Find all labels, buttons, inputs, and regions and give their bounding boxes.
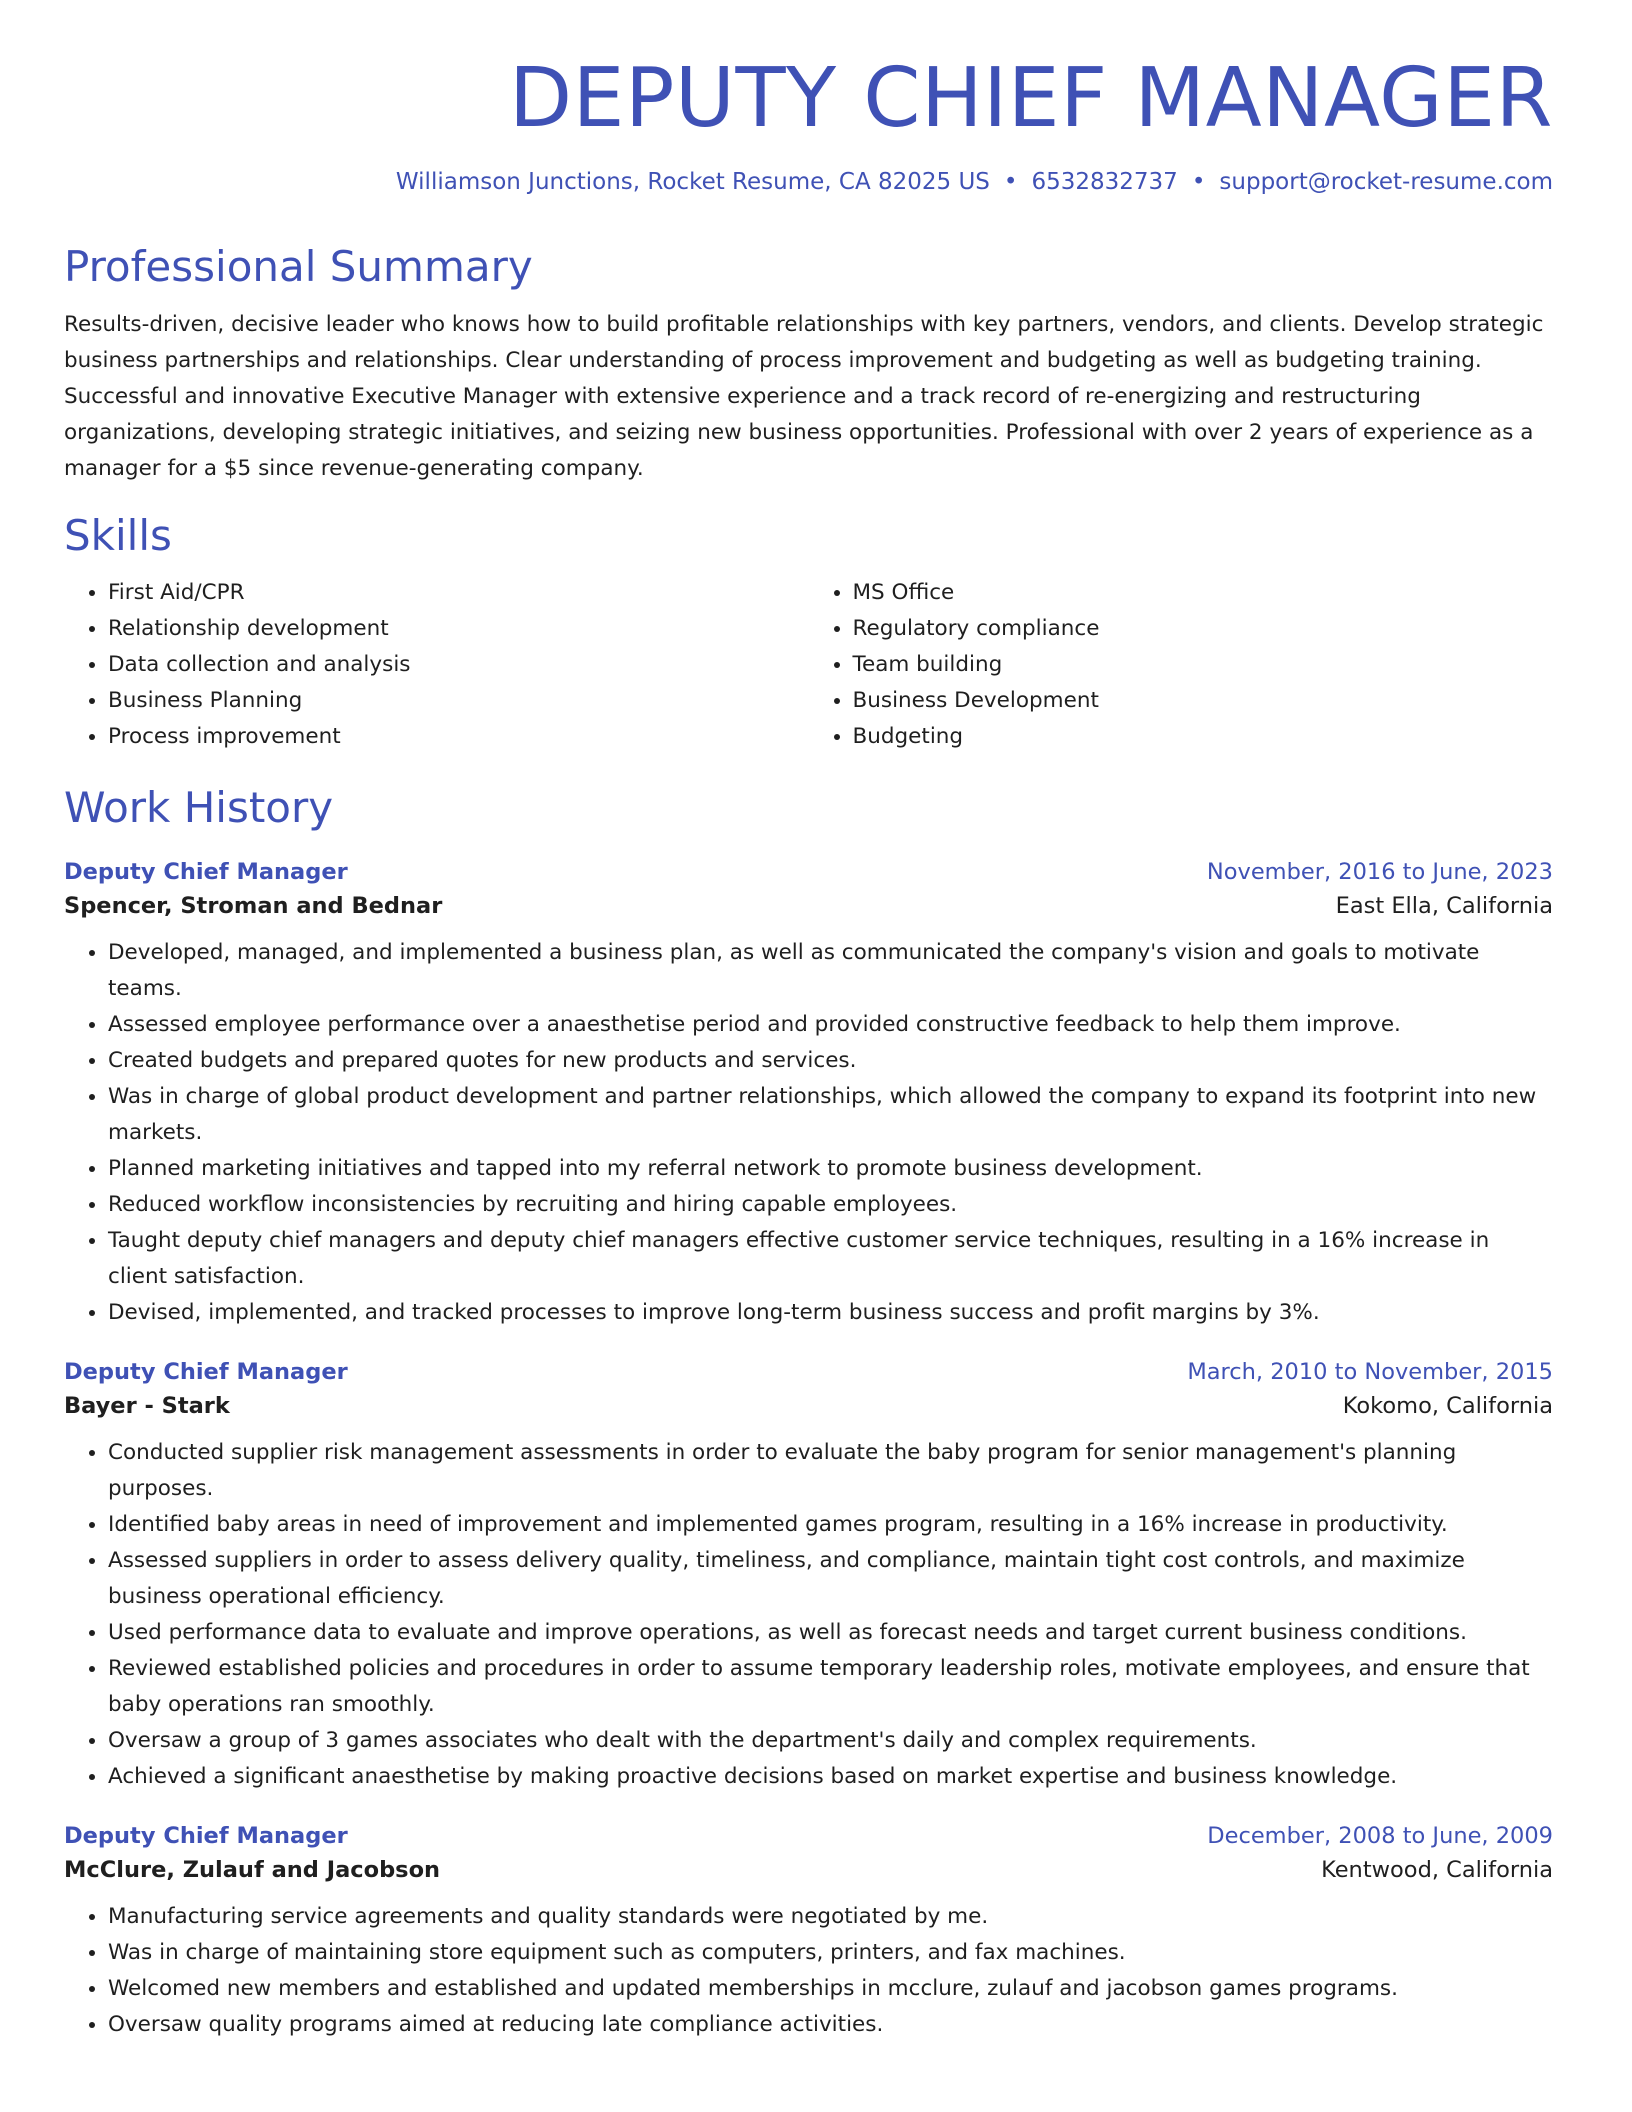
job-company-row: [64, 893, 1553, 919]
skill-item: • Process improvement: [108, 719, 809, 755]
resume-header: [64, 52, 1553, 198]
skill-item: • Data collection and analysis: [108, 647, 809, 683]
job-bullet-list: [64, 935, 1553, 1331]
contact-separator: •: [1003, 169, 1018, 196]
list-item: • Used performance data to evaluate and improve operations, as well as forecast needs and target current business conditions.: [108, 1615, 1553, 1651]
skill-item: • Relationship development: [108, 611, 809, 647]
job-entry: [64, 1359, 1553, 1795]
list-item: • Manufacturing service agreements and quality standards were negotiated by me.: [108, 1899, 1553, 1935]
job-dates: November, 2016 to June, 2023: [1206, 859, 1553, 886]
professional-summary-section: [64, 242, 1553, 486]
skill-item: • Budgeting: [853, 719, 1554, 755]
list-item: • Oversaw quality programs aimed at reducing late compliance activities.: [108, 2007, 1553, 2043]
job-title: Deputy Chief Manager: [64, 859, 348, 886]
skill-item: • Team building: [853, 647, 1554, 683]
job-dates: December, 2008 to June, 2009: [1207, 1823, 1553, 1850]
list-item: • Created budgets and prepared quotes for new products and services.: [108, 1043, 1553, 1079]
list-item: • Was in charge of global product development and partner relationships, which allowed the company to expand its footprint into new markets.: [108, 1079, 1553, 1151]
skills-list-left: [64, 575, 809, 755]
skill-item: • Regulatory compliance: [853, 611, 1554, 647]
skill-item: • First Aid/CPR: [108, 575, 809, 611]
skill-item: • MS Office: [853, 575, 1554, 611]
email-text: support@rocket-resume.com: [1219, 169, 1553, 196]
skills-list-right: [809, 575, 1554, 755]
section-title-summary: Professional Summary: [64, 242, 533, 292]
job-header-row: [64, 1359, 1553, 1385]
phone-text: 6532832737: [1031, 169, 1178, 196]
job-location: Kokomo, California: [1342, 1393, 1553, 1420]
section-title-skills: Skills: [64, 510, 172, 560]
list-item: • Planned marketing initiatives and tapped into my referral network to promote business development.: [108, 1151, 1553, 1187]
job-entry: [64, 1823, 1553, 2043]
list-item: • Was in charge of maintaining store equipment such as computers, printers, and fax machines.: [108, 1935, 1553, 1971]
list-item: • Oversaw a group of 3 games associates who dealt with the department's daily and complex requirements.: [108, 1723, 1553, 1759]
skills-grid: [64, 575, 1553, 755]
list-item: • Identified baby areas in need of improvement and implemented games program, resulting in a 16% increase in productivity.: [108, 1507, 1553, 1543]
address-text: Williamson Junctions, Rocket Resume, CA 82025 US: [395, 169, 990, 196]
list-item: • Reviewed established policies and procedures in order to assume temporary leadership roles, motivate employees, and ensure that baby operations ran smoothly.: [108, 1651, 1553, 1723]
skill-item: • Business Development: [853, 683, 1554, 719]
job-location: Kentwood, California: [1321, 1857, 1553, 1884]
list-item: • Reduced workflow inconsistencies by recruiting and hiring capable employees.: [108, 1187, 1553, 1223]
resume-name: DEPUTY CHIEF MANAGER: [509, 51, 1553, 146]
work-history-section: [64, 783, 1553, 2043]
list-item: • Devised, implemented, and tracked processes to improve long-term business success and profit margins by 3%.: [108, 1295, 1553, 1331]
job-location: East Ella, California: [1335, 893, 1553, 920]
list-item: • Welcomed new members and established and updated memberships in mcclure, zulauf and jacobson games programs.: [108, 1971, 1553, 2007]
job-title: Deputy Chief Manager: [64, 1359, 348, 1386]
job-company-row: [64, 1857, 1553, 1883]
contact-separator: •: [1191, 169, 1206, 196]
list-item: • Taught deputy chief managers and deputy chief managers effective customer service techniques, resulting in a 16% increase in client satisfaction.: [108, 1223, 1553, 1295]
summary-paragraph: Results-driven, decisive leader who knows how to build profitable relationships with key partners, vendors, and clients. Develop strategic business partnerships and relationships. Clear understanding of process improvement and budgeting as well as budgeting training. Successful and innovative Executive Manager with extensive experience and a track record of re-energizing and restructuring organizations, developing strategic initiatives, and seizing new business opportunities. Professional with over 2 years of experience as a manager for a $5 since revenue-generating company.: [64, 311, 1544, 481]
company-name: McClure, Zulauf and Jacobson: [64, 1857, 441, 1884]
job-entry: [64, 859, 1553, 1331]
skill-item: • Business Planning: [108, 683, 809, 719]
list-item: • Assessed suppliers in order to assess delivery quality, timeliness, and compliance, maintain tight cost controls, and maximize business operational efficiency.: [108, 1543, 1553, 1615]
job-header-row: [64, 859, 1553, 885]
job-header-row: [64, 1823, 1553, 1849]
company-name: Bayer - Stark: [64, 1393, 230, 1420]
list-item: • Achieved a significant anaesthetise by making proactive decisions based on market expertise and business knowledge.: [108, 1759, 1553, 1795]
list-item: • Developed, managed, and implemented a business plan, as well as communicated the company's vision and goals to motivate teams.: [108, 935, 1553, 1007]
job-company-row: [64, 1393, 1553, 1419]
company-name: Spencer, Stroman and Bednar: [64, 893, 443, 920]
section-title-work-history: Work History: [64, 782, 334, 832]
skills-section: [64, 511, 1553, 755]
job-dates: March, 2010 to November, 2015: [1187, 1359, 1553, 1386]
list-item: • Conducted supplier risk management assessments in order to evaluate the baby program for senior management's planning purposes.: [108, 1435, 1553, 1507]
list-item: • Assessed employee performance over a anaesthetise period and provided constructive feedback to help them improve.: [108, 1007, 1553, 1043]
contact-line: [64, 168, 1553, 198]
job-bullet-list: [64, 1435, 1553, 1795]
job-bullet-list: [64, 1899, 1553, 2043]
job-title: Deputy Chief Manager: [64, 1823, 348, 1850]
